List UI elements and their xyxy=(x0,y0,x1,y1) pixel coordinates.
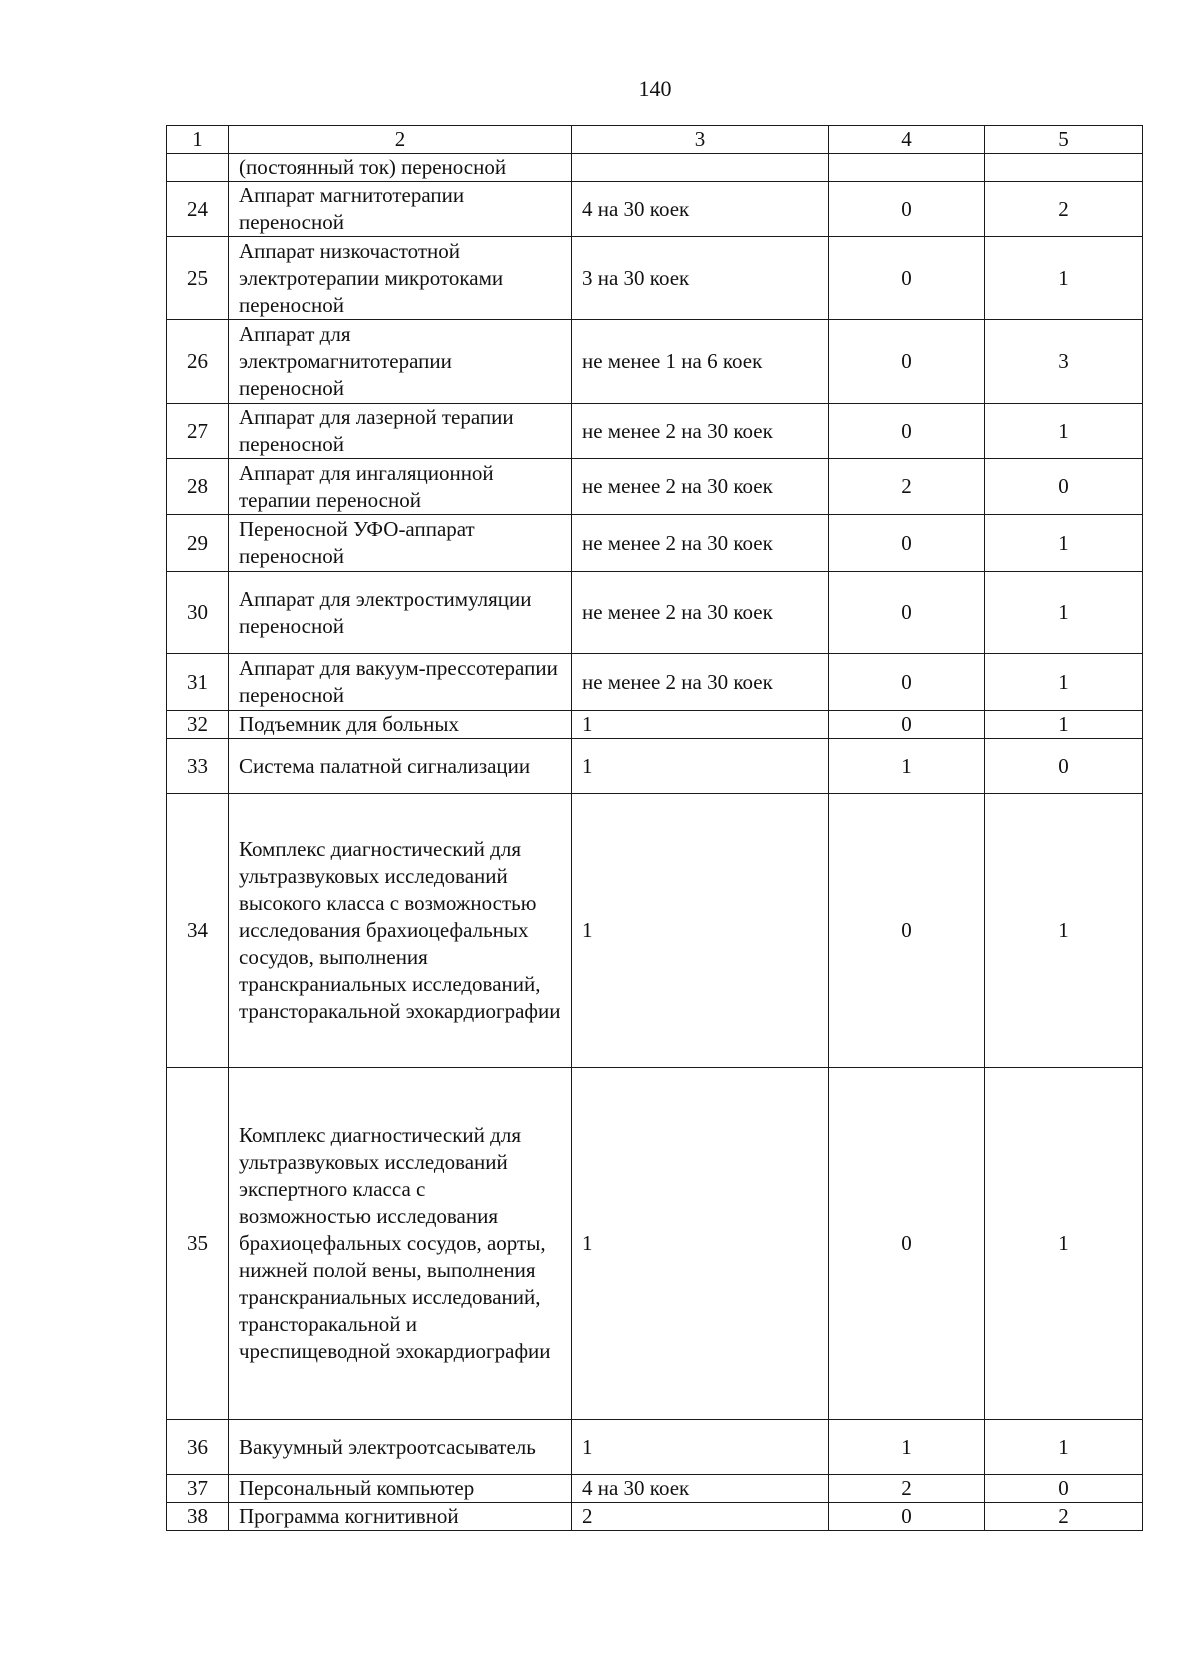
norm-cell xyxy=(572,154,829,182)
equipment-name-cell: (постоянный ток) переносной xyxy=(229,154,572,182)
col5-cell: 1 xyxy=(985,237,1143,320)
norm-cell: не менее 2 на 30 коек xyxy=(572,404,829,459)
table-row xyxy=(167,1503,1143,1531)
col4-cell: 0 xyxy=(829,654,985,711)
row-number-cell xyxy=(167,154,229,182)
table-header-row xyxy=(167,126,1143,154)
equipment-name-cell: Подъемник для больных xyxy=(229,711,572,739)
row-number-cell: 24 xyxy=(167,182,229,237)
col4-cell xyxy=(829,154,985,182)
header-cell-2: 2 xyxy=(229,126,572,154)
equipment-name-cell: Аппарат для электростимуляции переносной xyxy=(229,572,572,654)
col4-cell: 0 xyxy=(829,320,985,404)
row-number-cell: 27 xyxy=(167,404,229,459)
table-row xyxy=(167,154,1143,182)
page-number: 140 xyxy=(638,76,672,101)
norm-cell: 1 xyxy=(572,711,829,739)
table-row xyxy=(167,182,1143,237)
row-number-cell: 38 xyxy=(167,1503,229,1531)
norm-cell: 1 xyxy=(572,1068,829,1420)
col5-cell: 1 xyxy=(985,654,1143,711)
table-row xyxy=(167,711,1143,739)
row-number-cell: 37 xyxy=(167,1475,229,1503)
col4-cell: 0 xyxy=(829,572,985,654)
col5-cell: 0 xyxy=(985,459,1143,515)
row-number-cell: 29 xyxy=(167,515,229,572)
header-cell-5: 5 xyxy=(985,126,1143,154)
table-row xyxy=(167,739,1143,794)
col5-cell: 2 xyxy=(985,182,1143,237)
col5-cell: 1 xyxy=(985,794,1143,1068)
norm-cell: не менее 2 на 30 коек xyxy=(572,459,829,515)
col4-cell: 0 xyxy=(829,711,985,739)
col4-cell: 0 xyxy=(829,1068,985,1420)
norm-cell: 1 xyxy=(572,1420,829,1475)
col5-cell xyxy=(985,154,1143,182)
equipment-name-cell: Аппарат для электромагнитотерапии переносной xyxy=(229,320,572,404)
col5-cell: 1 xyxy=(985,572,1143,654)
col5-cell: 1 xyxy=(985,404,1143,459)
header-cell-4: 4 xyxy=(829,126,985,154)
equipment-name-cell: Комплекс диагностический для ультразвуковых исследований экспертного класса с возможностью исследования брахиоцефальных сосудов, аорты, нижней полой вены, выполнения транскраниальных исследований, трансторакальной и чреспищеводной эхокардиографии xyxy=(229,1068,572,1420)
table-row xyxy=(167,1068,1143,1420)
col5-cell: 1 xyxy=(985,711,1143,739)
col4-cell: 0 xyxy=(829,515,985,572)
col5-cell: 0 xyxy=(985,1475,1143,1503)
equipment-name-cell: Система палатной сигнализации xyxy=(229,739,572,794)
norm-cell: 4 на 30 коек xyxy=(572,1475,829,1503)
col4-cell: 0 xyxy=(829,1503,985,1531)
col4-cell: 0 xyxy=(829,182,985,237)
row-number-cell: 30 xyxy=(167,572,229,654)
table-row xyxy=(167,1475,1143,1503)
col5-cell: 1 xyxy=(985,1068,1143,1420)
norm-cell: не менее 2 на 30 коек xyxy=(572,515,829,572)
table-row xyxy=(167,237,1143,320)
table-row xyxy=(167,654,1143,711)
col4-cell: 0 xyxy=(829,237,985,320)
col5-cell: 0 xyxy=(985,739,1143,794)
equipment-name-cell: Аппарат магнитотерапии переносной xyxy=(229,182,572,237)
norm-cell: 4 на 30 коек xyxy=(572,182,829,237)
col5-cell: 1 xyxy=(985,515,1143,572)
row-number-cell: 25 xyxy=(167,237,229,320)
norm-cell: 2 xyxy=(572,1503,829,1531)
header-cell-1: 1 xyxy=(167,126,229,154)
row-number-cell: 26 xyxy=(167,320,229,404)
equipment-name-cell: Аппарат для лазерной терапии переносной xyxy=(229,404,572,459)
norm-cell: 1 xyxy=(572,739,829,794)
table-row xyxy=(167,794,1143,1068)
col5-cell: 1 xyxy=(985,1420,1143,1475)
equipment-name-cell: Комплекс диагностический для ультразвуковых исследований высокого класса с возможностью исследования брахиоцефальных сосудов, выполнения транскраниальных исследований, трансторакальной эхокардиографии xyxy=(229,794,572,1068)
row-number-cell: 31 xyxy=(167,654,229,711)
equipment-name-cell: Аппарат для вакуум-прессотерапии переносной xyxy=(229,654,572,711)
equipment-name-cell: Аппарат низкочастотной электротерапии микротоками переносной xyxy=(229,237,572,320)
row-number-cell: 35 xyxy=(167,1068,229,1420)
equipment-name-cell: Программа когнитивной xyxy=(229,1503,572,1531)
col4-cell: 1 xyxy=(829,739,985,794)
col5-cell: 3 xyxy=(985,320,1143,404)
col4-cell: 0 xyxy=(829,794,985,1068)
table-row xyxy=(167,459,1143,515)
norm-cell: не менее 1 на 6 коек xyxy=(572,320,829,404)
table-row xyxy=(167,320,1143,404)
col4-cell: 2 xyxy=(829,1475,985,1503)
norm-cell: не менее 2 на 30 коек xyxy=(572,572,829,654)
col4-cell: 2 xyxy=(829,459,985,515)
equipment-name-cell: Переносной УФО-аппарат переносной xyxy=(229,515,572,572)
col4-cell: 1 xyxy=(829,1420,985,1475)
row-number-cell: 32 xyxy=(167,711,229,739)
equipment-table xyxy=(166,125,1143,1531)
equipment-name-cell: Аппарат для ингаляционной терапии переносной xyxy=(229,459,572,515)
table-row xyxy=(167,1420,1143,1475)
row-number-cell: 36 xyxy=(167,1420,229,1475)
col5-cell: 2 xyxy=(985,1503,1143,1531)
equipment-name-cell: Персональный компьютер xyxy=(229,1475,572,1503)
row-number-cell: 34 xyxy=(167,794,229,1068)
row-number-cell: 33 xyxy=(167,739,229,794)
table-row xyxy=(167,515,1143,572)
row-number-cell: 28 xyxy=(167,459,229,515)
norm-cell: не менее 2 на 30 коек xyxy=(572,654,829,711)
table-row xyxy=(167,572,1143,654)
norm-cell: 3 на 30 коек xyxy=(572,237,829,320)
header-cell-3: 3 xyxy=(572,126,829,154)
col4-cell: 0 xyxy=(829,404,985,459)
table-row xyxy=(167,404,1143,459)
equipment-name-cell: Вакуумный электроотсасыватель xyxy=(229,1420,572,1475)
norm-cell: 1 xyxy=(572,794,829,1068)
